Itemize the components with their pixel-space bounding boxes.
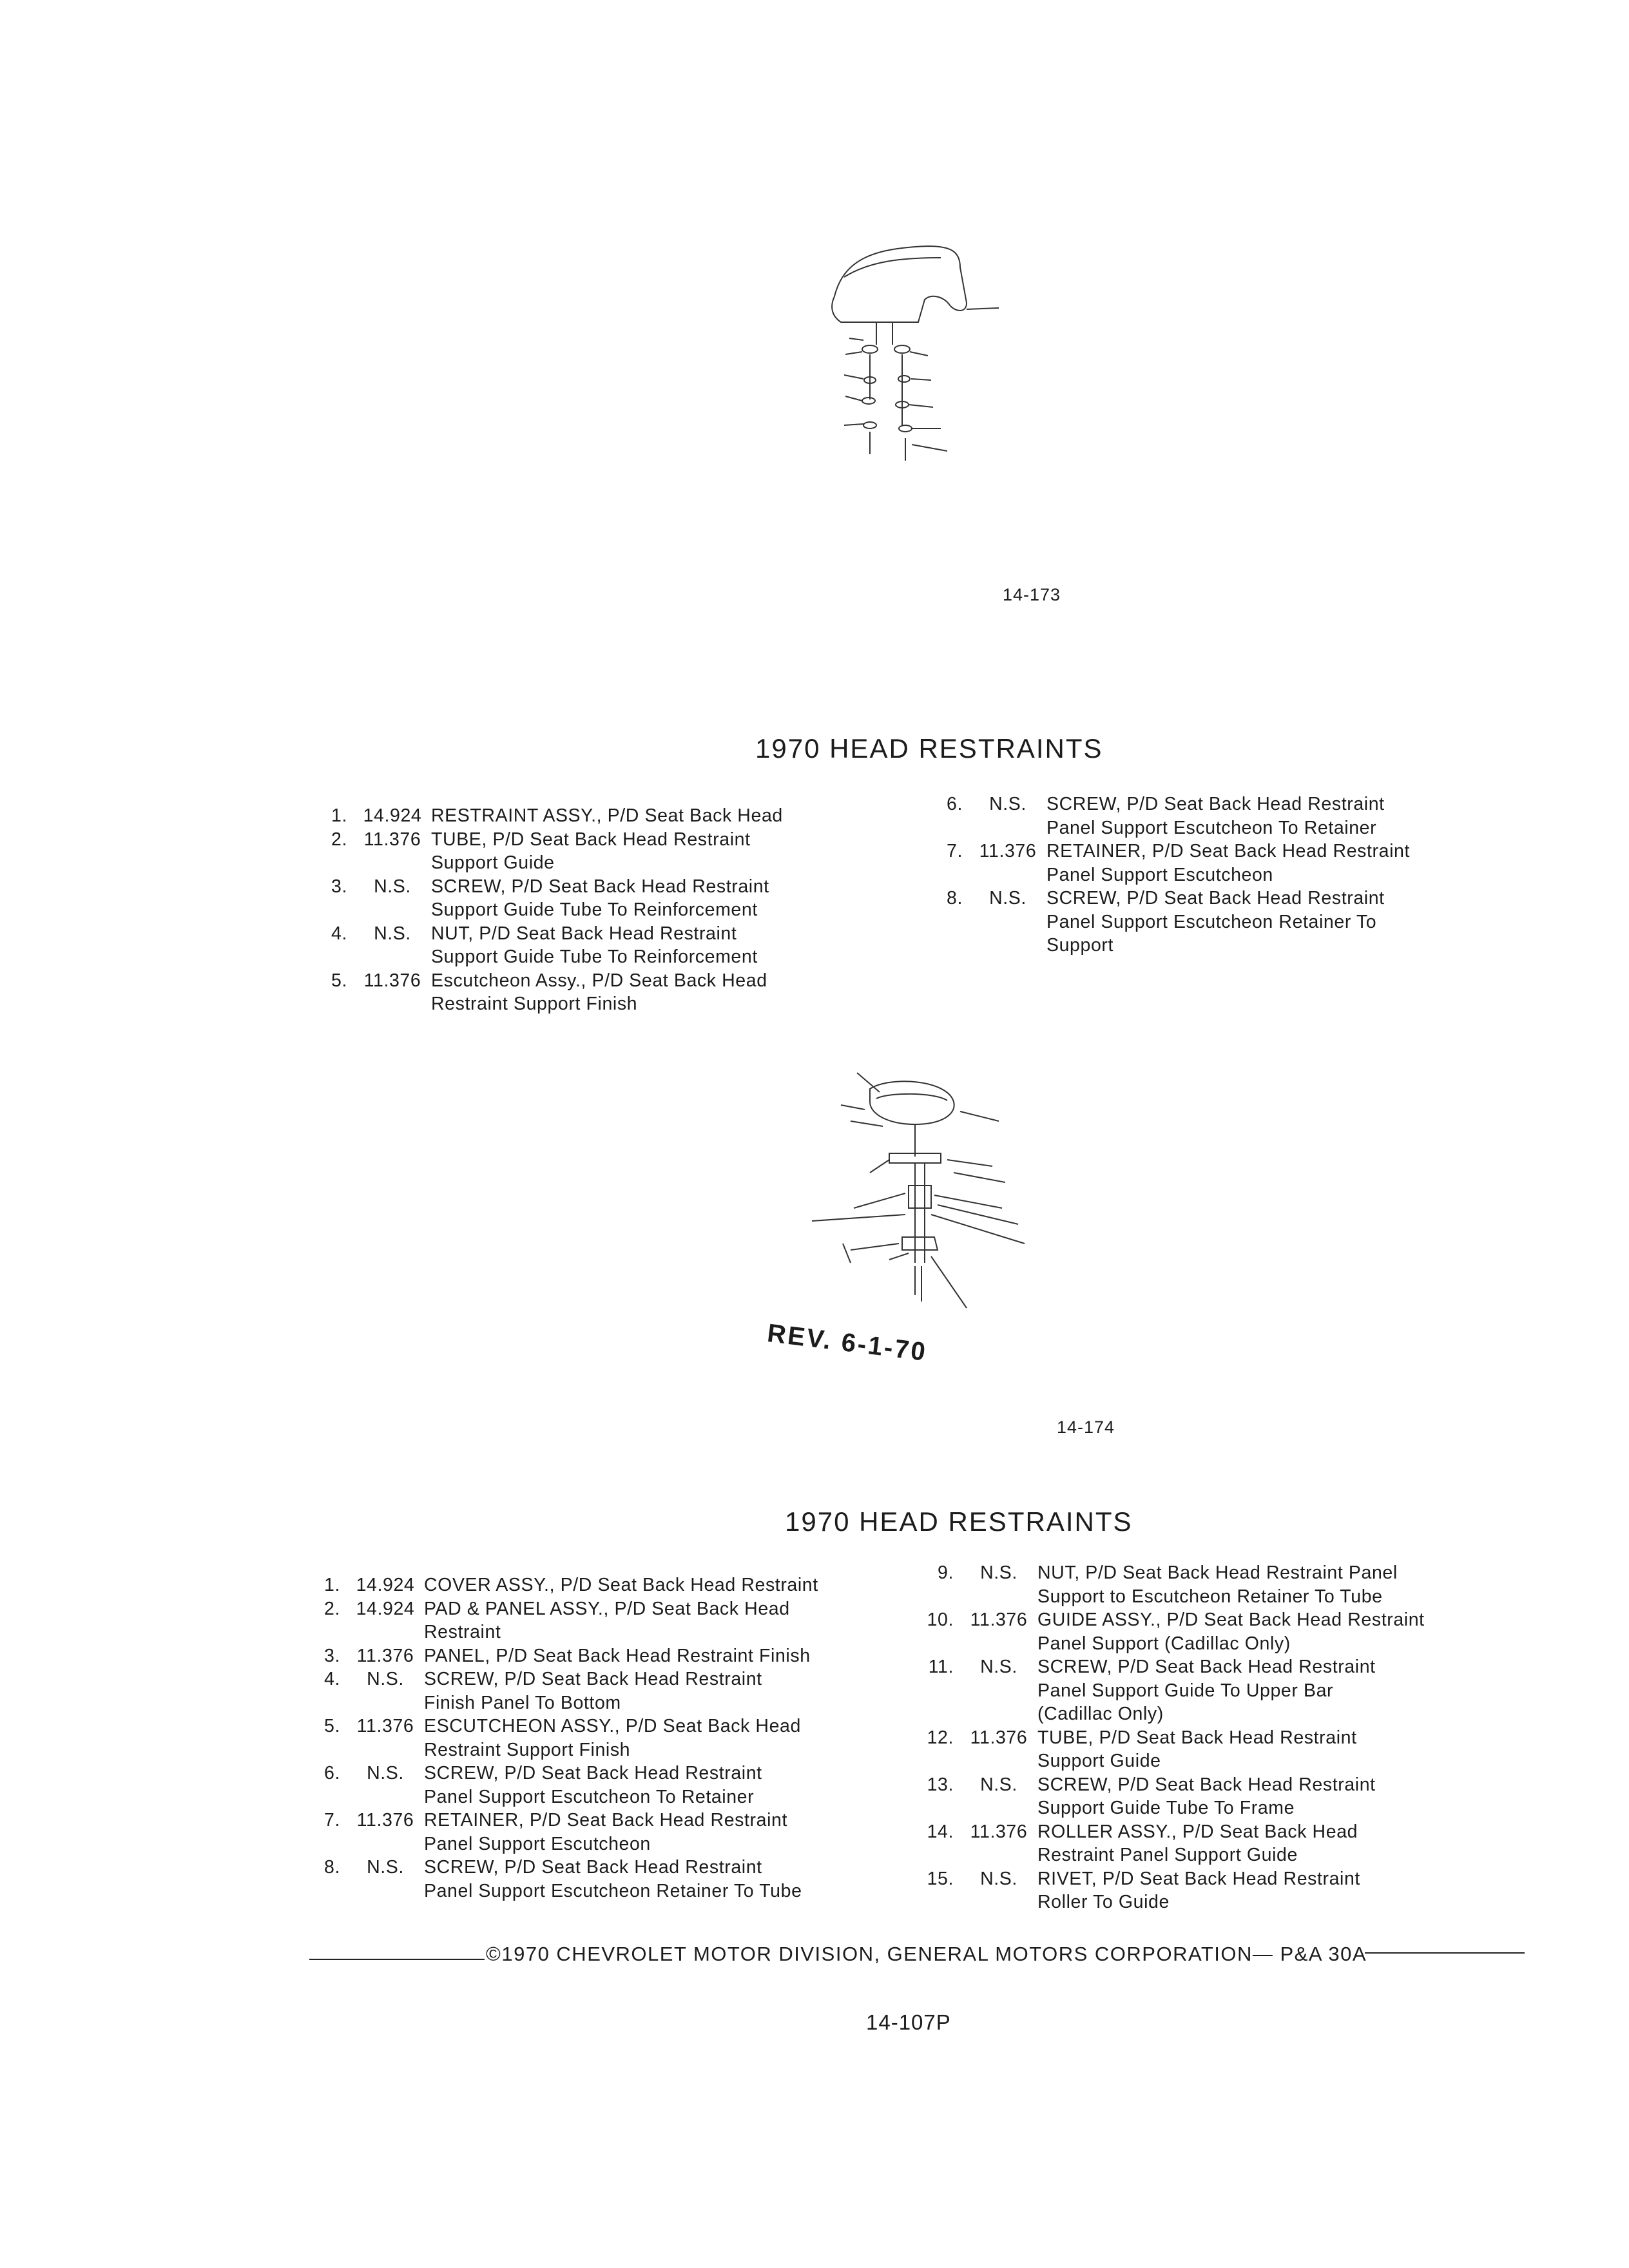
item-code: 14.924: [363, 805, 422, 826]
item-description: Finish Panel To Bottom: [424, 1692, 621, 1713]
list-item: [920, 1655, 1539, 1726]
item-description: Support Guide Tube To Reinforcement: [431, 899, 758, 920]
item-description: Panel Support Escutcheon To Retainer: [1046, 817, 1377, 838]
list-item: [307, 1856, 887, 1903]
parts-list-2-right: [920, 1561, 1539, 1914]
item-number: 4.: [331, 923, 347, 944]
item-number: 6.: [324, 1763, 340, 1783]
item-description: Panel Support Escutcheon: [424, 1833, 651, 1854]
item-code: N.S.: [980, 1774, 1017, 1795]
item-description: Support to Escutcheon Retainer To Tube: [1037, 1586, 1383, 1607]
item-code: N.S.: [367, 1857, 404, 1878]
item-description: NUT, P/D Seat Back Head Restraint Panel: [1037, 1562, 1398, 1583]
footer-rule-left: [309, 1959, 485, 1960]
item-code: N.S.: [374, 923, 411, 944]
list-item: [929, 793, 1509, 840]
item-description: Roller To Guide: [1037, 1892, 1170, 1912]
item-number: 5.: [331, 970, 347, 991]
item-description: Restraint Panel Support Guide: [1037, 1845, 1298, 1865]
item-code: N.S.: [980, 1657, 1017, 1677]
item-description: RETAINER, P/D Seat Back Head Restraint: [1046, 841, 1410, 861]
list-item: [929, 887, 1509, 957]
item-code: 11.376: [356, 1645, 414, 1666]
list-item: [307, 1809, 887, 1856]
item-code: N.S.: [989, 794, 1027, 814]
item-description: ESCUTCHEON ASSY., P/D Seat Back Head: [424, 1716, 801, 1736]
list-item: [307, 1667, 887, 1715]
list-item: [314, 875, 868, 922]
item-number: 7.: [324, 1810, 340, 1831]
item-description: Panel Support Escutcheon Retainer To: [1046, 911, 1377, 932]
item-description: RIVET, P/D Seat Back Head Restraint: [1037, 1868, 1360, 1889]
item-code: N.S.: [374, 876, 411, 897]
copyright-footer: ©1970 CHEVROLET MOTOR DIVISION, GENERAL MOTORS CORPORATION— P&A 30A: [486, 1943, 1367, 1965]
item-number: 9.: [938, 1562, 954, 1583]
figure-number-1: 14-173: [1003, 585, 1061, 604]
item-number: 15.: [927, 1868, 954, 1889]
item-description: Panel Support Escutcheon: [1046, 864, 1273, 885]
parts-list-1-left: [314, 804, 868, 1016]
item-number: 3.: [331, 876, 347, 897]
item-description: Support Guide Tube To Frame: [1037, 1798, 1295, 1818]
item-description: SCREW, P/D Seat Back Head Restraint: [1046, 888, 1385, 908]
item-number: 14.: [927, 1821, 954, 1842]
page-number: 14-107P: [866, 2010, 951, 2034]
item-description: Support Guide Tube To Reinforcement: [431, 947, 758, 967]
list-item: [314, 922, 868, 969]
item-description: SCREW, P/D Seat Back Head Restraint: [1046, 794, 1385, 814]
list-item: [307, 1573, 887, 1597]
item-description: Support Guide: [1037, 1751, 1161, 1771]
item-description: TUBE, P/D Seat Back Head Restraint: [1037, 1727, 1357, 1748]
head-restraint-diagram-2: [696, 1050, 1083, 1353]
item-code: N.S.: [980, 1562, 1017, 1583]
figure-number-2: 14-174: [1057, 1418, 1115, 1437]
item-number: 12.: [927, 1727, 954, 1748]
item-code: 11.376: [970, 1727, 1028, 1748]
item-description: Panel Support Escutcheon Retainer To Tube: [424, 1880, 802, 1901]
item-description: GUIDE ASSY., P/D Seat Back Head Restraint: [1037, 1610, 1425, 1630]
item-description: Panel Support Escutcheon To Retainer: [424, 1786, 755, 1807]
list-item: [314, 804, 868, 828]
item-code: 11.376: [979, 841, 1037, 861]
item-description: Restraint: [424, 1622, 501, 1642]
item-description: (Cadillac Only): [1037, 1704, 1164, 1724]
item-code: 11.376: [356, 1810, 414, 1831]
item-description: ROLLER ASSY., P/D Seat Back Head: [1037, 1821, 1358, 1842]
item-number: 10.: [927, 1610, 954, 1630]
item-number: 1.: [331, 805, 347, 826]
parts-list-1-right: [929, 793, 1509, 957]
list-item: [920, 1773, 1539, 1820]
list-item: [307, 1762, 887, 1809]
item-code: N.S.: [989, 888, 1027, 908]
item-code: N.S.: [367, 1669, 404, 1689]
item-description: TUBE, P/D Seat Back Head Restraint: [431, 829, 751, 850]
item-number: 7.: [947, 841, 963, 861]
item-description: SCREW, P/D Seat Back Head Restraint: [431, 876, 769, 897]
item-description: SCREW, P/D Seat Back Head Restraint: [424, 1669, 762, 1689]
item-description: NUT, P/D Seat Back Head Restraint: [431, 923, 737, 944]
item-code: N.S.: [980, 1868, 1017, 1889]
item-description: Restraint Support Finish: [431, 994, 638, 1014]
head-restraint-diagram-1: [773, 232, 1031, 503]
item-description: PAD & PANEL ASSY., P/D Seat Back Head: [424, 1598, 790, 1619]
item-description: SCREW, P/D Seat Back Head Restraint: [1037, 1774, 1376, 1795]
item-description: Restraint Support Finish: [424, 1739, 631, 1760]
item-number: 13.: [927, 1774, 954, 1795]
item-description: PANEL, P/D Seat Back Head Restraint Finish: [424, 1645, 811, 1666]
list-item: [314, 969, 868, 1016]
list-item: [920, 1726, 1539, 1773]
item-code: N.S.: [367, 1763, 404, 1783]
item-number: 2.: [331, 829, 347, 850]
item-description: Support: [1046, 935, 1114, 956]
item-code: 14.924: [356, 1598, 415, 1619]
item-code: 11.376: [970, 1821, 1028, 1842]
item-number: 4.: [324, 1669, 340, 1689]
list-item: [929, 840, 1509, 887]
item-description: Escutcheon Assy., P/D Seat Back Head: [431, 970, 767, 991]
item-number: 3.: [324, 1645, 340, 1666]
item-description: SCREW, P/D Seat Back Head Restraint: [1037, 1657, 1376, 1677]
list-item: [307, 1644, 887, 1668]
item-description: RESTRAINT ASSY., P/D Seat Back Head: [431, 805, 783, 826]
item-number: 11.: [928, 1657, 954, 1677]
item-code: 11.376: [363, 829, 421, 850]
item-description: Support Guide: [431, 852, 555, 873]
item-description: COVER ASSY., P/D Seat Back Head Restraint: [424, 1575, 818, 1595]
item-number: 5.: [324, 1716, 340, 1736]
item-description: RETAINER, P/D Seat Back Head Restraint: [424, 1810, 787, 1831]
section-title-1: 1970 HEAD RESTRAINTS: [755, 733, 1103, 764]
item-code: 11.376: [363, 970, 421, 991]
revision-stamp: REV. 6-1-70: [766, 1318, 929, 1367]
footer-rule-right: [1365, 1952, 1525, 1954]
item-code: 11.376: [970, 1610, 1028, 1630]
list-item: [307, 1715, 887, 1762]
item-code: 14.924: [356, 1575, 415, 1595]
list-item: [307, 1597, 887, 1644]
list-item: [314, 828, 868, 875]
list-item: [920, 1867, 1539, 1914]
list-item: [920, 1608, 1539, 1655]
list-item: [920, 1561, 1539, 1608]
item-description: SCREW, P/D Seat Back Head Restraint: [424, 1763, 762, 1783]
item-description: Panel Support (Cadillac Only): [1037, 1633, 1291, 1654]
item-number: 8.: [947, 888, 963, 908]
list-item: [920, 1820, 1539, 1867]
item-description: Panel Support Guide To Upper Bar: [1037, 1680, 1334, 1701]
item-code: 11.376: [356, 1716, 414, 1736]
item-number: 6.: [947, 794, 963, 814]
item-number: 8.: [324, 1857, 340, 1878]
section-title-2: 1970 HEAD RESTRAINTS: [785, 1506, 1133, 1537]
item-description: SCREW, P/D Seat Back Head Restraint: [424, 1857, 762, 1878]
item-number: 1.: [324, 1575, 340, 1595]
parts-list-2-left: [307, 1573, 887, 1903]
item-number: 2.: [324, 1598, 340, 1619]
